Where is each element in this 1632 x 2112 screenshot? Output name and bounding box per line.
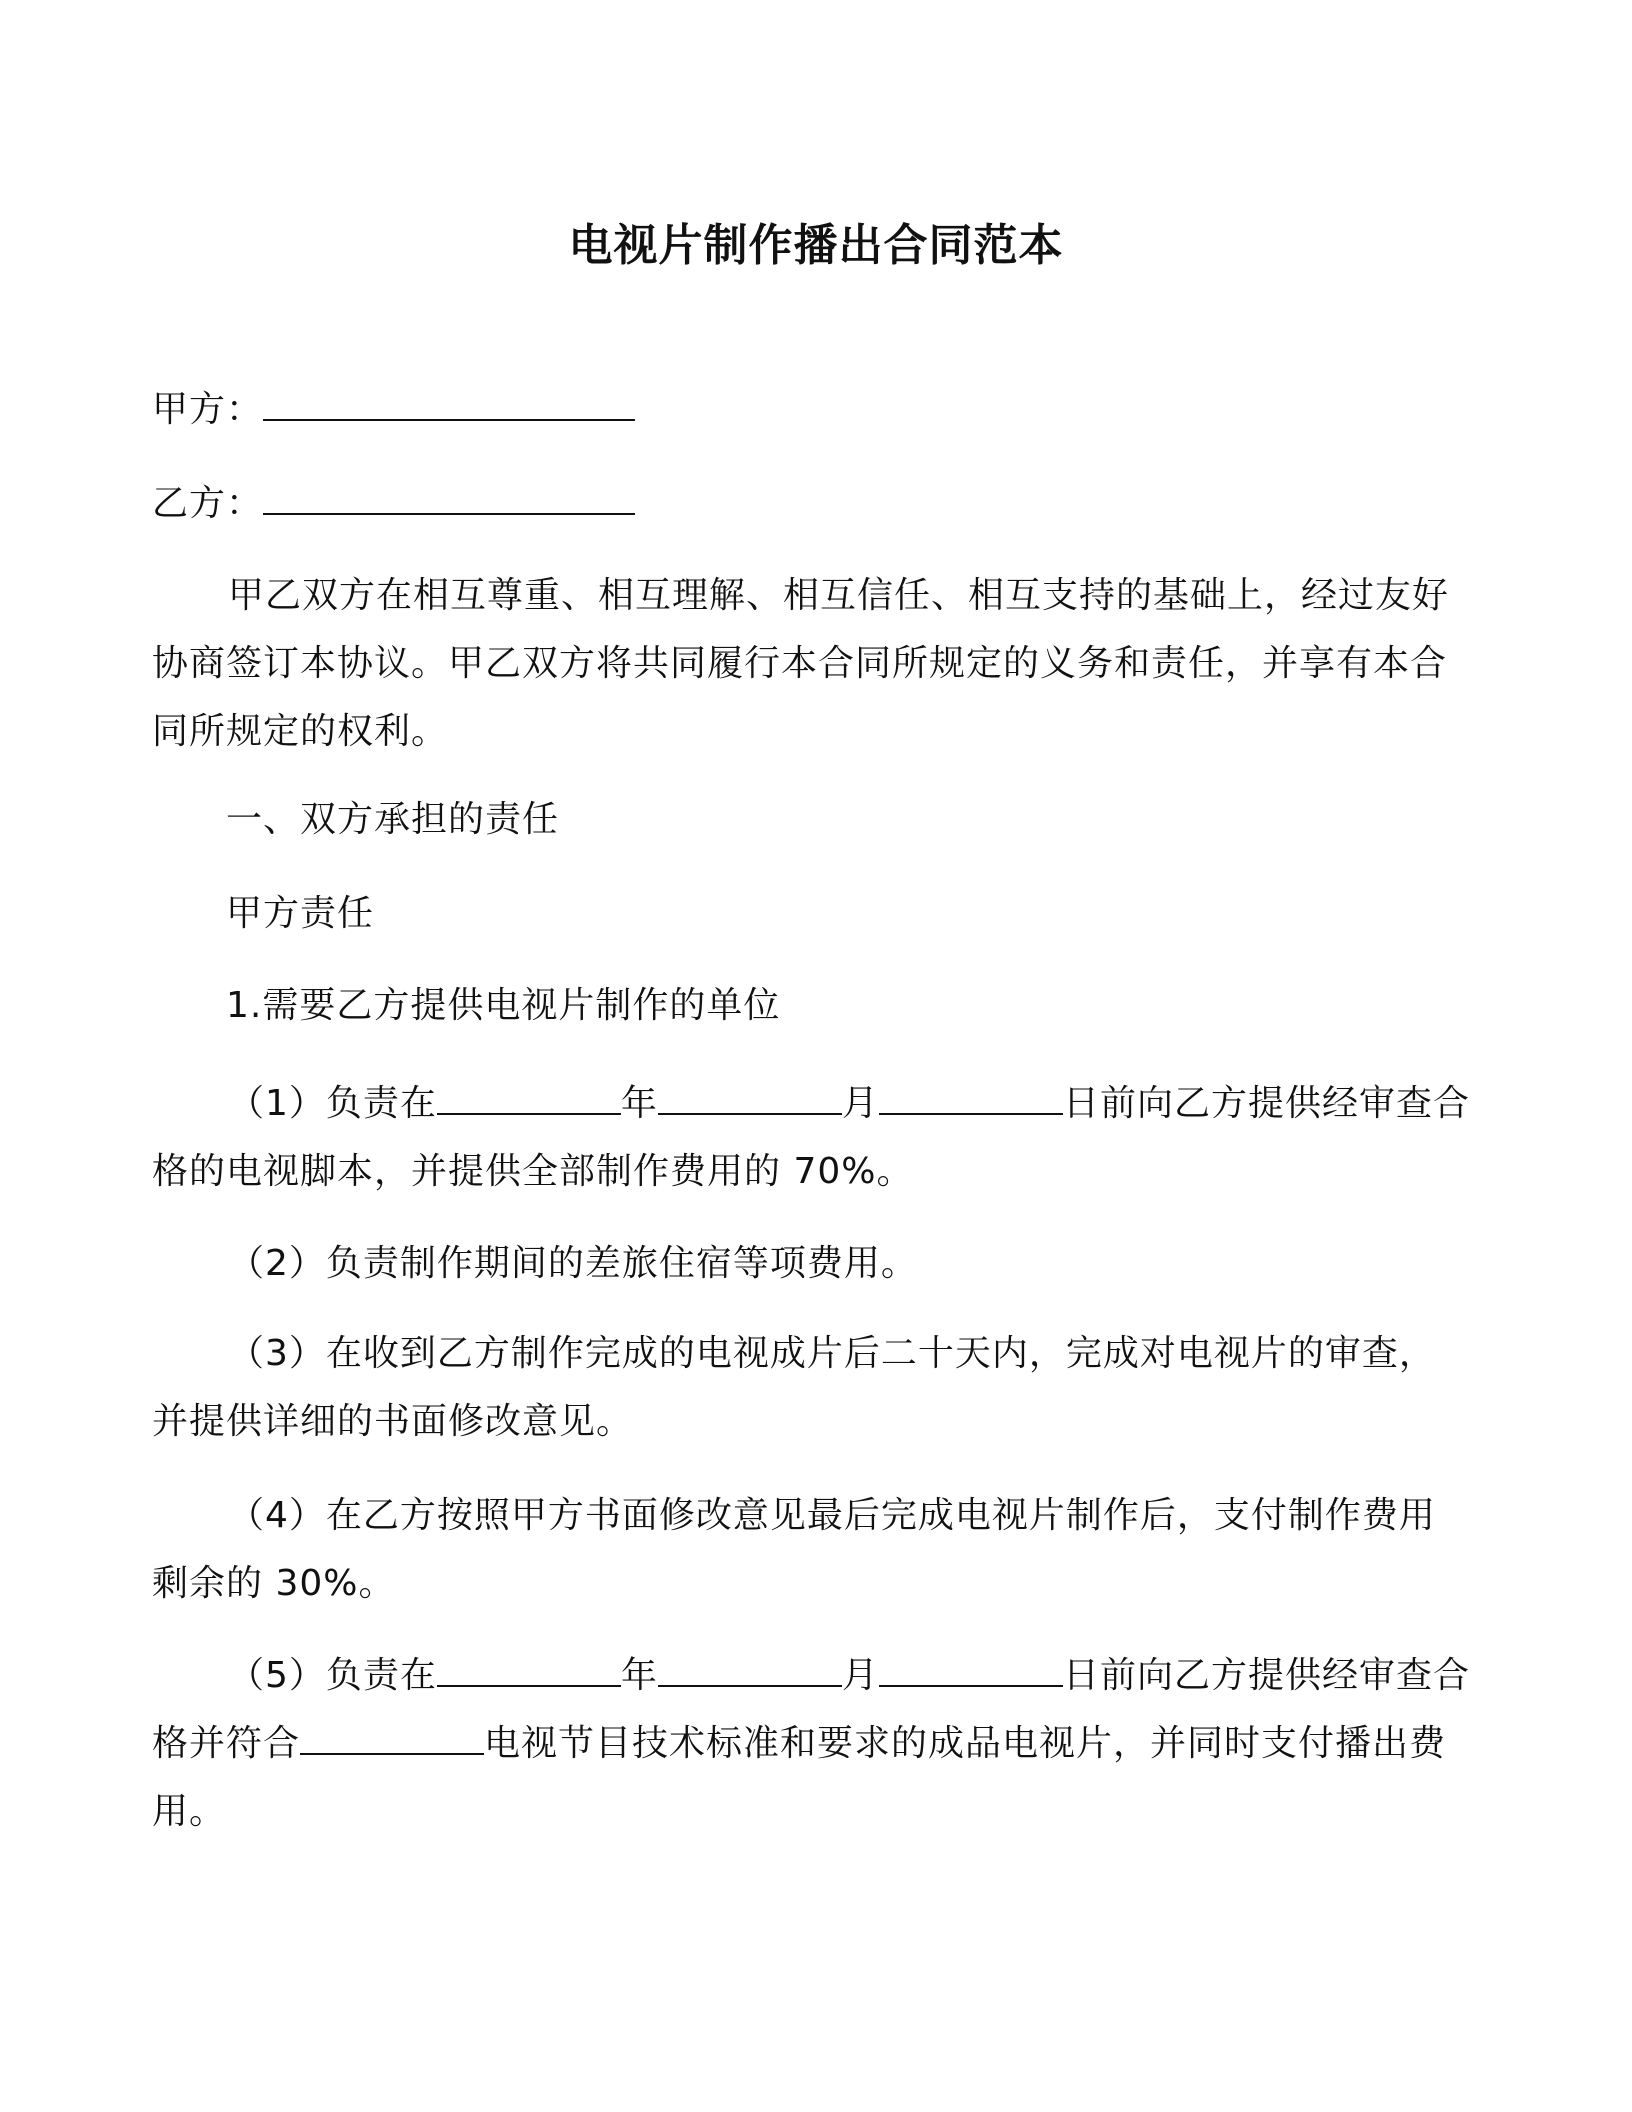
clause-1-month-blank[interactable] [658, 1073, 842, 1115]
clause-1-day-blank[interactable] [879, 1073, 1063, 1115]
party-a-blank[interactable] [263, 379, 635, 421]
clause-4: （4）在乙方按照甲方书面修改意见最后完成电视片制作后，支付制作费用剩余的 30%。 [152, 1495, 1436, 1604]
party-a-label: 甲方： [152, 389, 264, 430]
clause-5-middle: 日前向乙方提供经审查合格并符合 [152, 1655, 1470, 1764]
clause-1-month: 月 [841, 1083, 879, 1124]
party-a-line [152, 376, 1472, 444]
party-a-responsibility-heading: 甲方责任 [226, 893, 375, 934]
clause-1-year: 年 [620, 1083, 658, 1124]
clause-2: （2）负责制作期间的差旅住宿等项费用。 [228, 1243, 918, 1284]
party-b-label: 乙方： [152, 483, 264, 524]
section-1-heading: 一、双方承担的责任 [226, 799, 560, 840]
intro-paragraph: 甲乙双方在相互尊重、相互理解、相互信任、相互支持的基础上，经过友好协商签订本协议。甲乙双方将共同履行本合同所规定的义务和责任，并享有本合同所规定的权利。 [152, 575, 1450, 752]
clause-5-year: 年 [620, 1655, 658, 1696]
party-b-blank[interactable] [263, 473, 635, 515]
clause-5-year-blank[interactable] [437, 1645, 621, 1687]
clause-5-day-blank[interactable] [879, 1645, 1063, 1687]
party-b-line [152, 470, 1472, 538]
document-title: 电视片制作播出合同范本 [568, 220, 1064, 271]
clause-5-month-blank[interactable] [658, 1645, 842, 1687]
clause-1-suffix: 日前向乙方提供经审查合格的电视脚本，并提供全部制作费用的 70%。 [152, 1083, 1470, 1192]
clause-1-year-blank[interactable] [437, 1073, 621, 1115]
clause-1-prefix: （1）负责在 [228, 1083, 437, 1124]
clause-5-month: 月 [841, 1655, 879, 1696]
clause-5 [152, 1642, 1472, 1846]
clause-5-suffix: 电视节目技术标准和要求的成品电视片，并同时支付播出费用。 [152, 1723, 1447, 1832]
clause-1 [152, 1070, 1472, 1206]
clause-5-prefix: （5）负责在 [228, 1655, 437, 1696]
clause-3: （3）在收到乙方制作完成的电视成片后二十天内，完成对电视片的审查，并提供详细的书面修改意见。 [152, 1333, 1436, 1442]
clause-5-standard-blank[interactable] [300, 1713, 484, 1755]
item-1: 1.需要乙方提供电视片制作的单位 [226, 985, 781, 1026]
